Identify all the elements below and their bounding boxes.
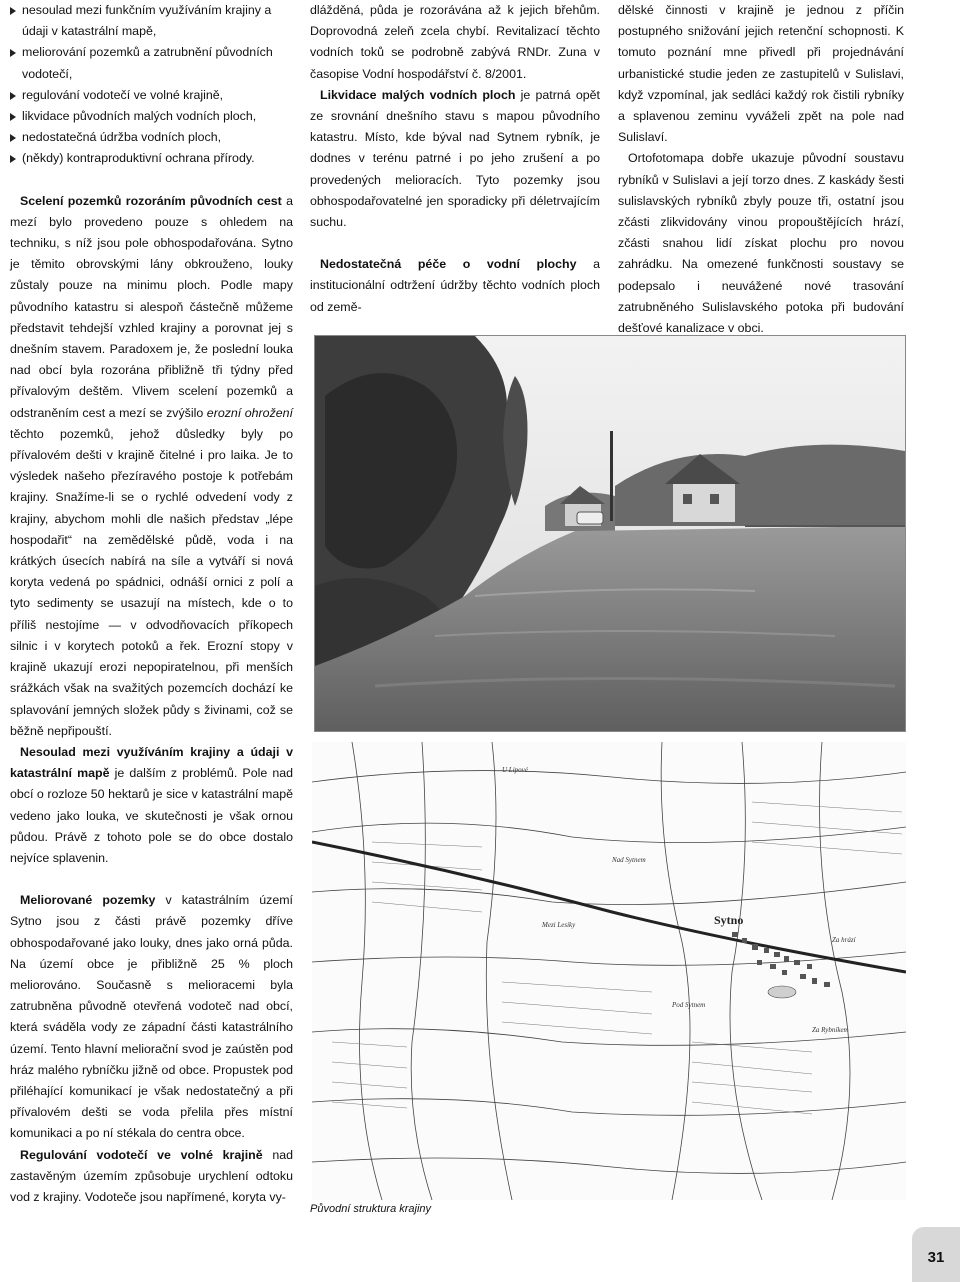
list-item: (někdy) kontraproduktivní ochrana přírody. (10, 148, 293, 169)
page-number: 31 (927, 1249, 945, 1266)
triangle-bullet-icon (10, 113, 16, 121)
paragraph-likvidace: Likvidace malých vodních ploch je patrná opět ze srovnání dnešního stavu s mapou původního katastru. Místo, kde býval nad Sytnem rybník, je dodnes v terénu patrné i po jeho zrušení a po provedených melioracích. Tyto pozemky jsou obhospodařovatelné jen sporadicky při déletrvajícím suchu. (310, 87, 600, 230)
flood-photo (314, 335, 906, 732)
paragraph-scelen: Scelení pozemků rozoráním původních cest a mezí bylo provedeno pouze s ohledem na techniku, s níž jsou pole obhospodařována. Sytno je těmito obrovskými lány obkrouženo, louky zůstaly pouze na minimu ploch. Podle mapy původního katastru si alespoň částečně můžeme představit tehdejší vzhled krajiny a porovnat jej s dnešním stavem. Paradoxem je, že poslední louka nad obcí byla rozorána přibližně tři týdny před přívalovým deštěm. Vlivem scelení pozemků a odstraněním cest a mezí se zvýšilo erozní ohrožení těchto pozemků, jehož důsledky byly po přívalovém dešti v krajině čitelné i pro laika. Je to výsledek našeho přezíravého postoje k potřebám krajiny. Snažíme-li se o rychlé odvedení vody z krajiny, abychom mohli dle našich představ „lépe hospodařit“ na zemědělské půdě, voda i na krátkých úsecích nabírá na síle a vytváří si nová koryta vedená po spádnici, odnáší ornici z polí a tyto sedimenty se usazují na místech, kde o to příliš nestojíme — v odvodňovacích příkopech silnic i v korytech potoků a řek. Erozní stopy v krajině ukazují erozi nepopiratelnou, při menších srážkách však na svažitých pozemcích dochází ke splavování jemných složek půdy s živinami, což se běžně nepřipouští. (10, 193, 293, 738)
triangle-bullet-icon (10, 134, 16, 142)
list-item: nesoulad mezi funkčním využíváním krajiny a údaji v katastrální mapě, (10, 0, 293, 42)
list-item: nedostatečná údržba vodních ploch, (10, 127, 293, 148)
paragraph-meliorovane: Meliorované pozemky v katastrálním území Sytno jsou z části právě pozemky dříve obhospodařované jako louky, dnes jako orná půda. Na území obce je přibližně 25 % ploch meliorováno. Současně s melioracemi byla zatrubněna původně otevřená vodoteč nad obcí, která sváděla vody ze západní části katastrálního území. Tento hlavní meliorační svod je zaústěn pod hráz malého rybníčku jižně od obce. Propustek pod přiléhající komunikací je však nedostatečný a při přívalovém dešti se voda přelila přes místní komunikaci a po ní stékala do centra obce. (10, 893, 294, 1141)
list-item: regulování vodotečí ve volné krajině, (10, 85, 293, 106)
list-item: likvidace původních malých vodních ploch, (10, 106, 293, 127)
column-2 (310, 0, 600, 318)
map-label: Za hrází (832, 936, 856, 944)
page-number-tab (912, 1227, 960, 1282)
triangle-bullet-icon (10, 155, 16, 163)
figure-caption: Původní struktura krajiny (310, 1203, 432, 1215)
flood-photo-image (315, 336, 905, 731)
paragraph-delske: dělské činnosti v krajině je jednou z příčin postupného snižování jejich retenční schopnosti. K tomuto poznání mne přivedl při projednávání urbanistické studie jeden ze zastupitelů v Sulislavi, když vzpomínal, jak sedláci každý rok čistili rybníky a splavenou zeminu vyváželi zpět na pole nad Sulislaví. (618, 3, 904, 145)
paragraph-nesoulad: Nesoulad mezi využíváním krajiny a údaji v katastrální mapě je dalším z problémů. Pole nad obcí o rozloze 50 hektarů je sice v katastrální mapě vedeno jako louka, ve skutečnosti je však ornou půdou. Právě z tohoto pole se do obce dostalo nejvíce splavenin. (10, 744, 294, 865)
triangle-bullet-icon (10, 7, 16, 15)
paragraph-pece: Nedostatečná péče o vodní plochy a institucionální odtržení údržby těchto vodních ploch od země- (310, 257, 600, 314)
map-label: Mezi Lesíky (542, 921, 576, 929)
cadastral-map (312, 742, 906, 1200)
list-item: meliorování pozemků a zatrubnění původních vodotečí, (10, 42, 293, 84)
map-label: Nad Sytnem (612, 856, 646, 864)
map-label: Pod Sytnem (672, 1001, 706, 1009)
map-label: U Lipové (502, 766, 528, 774)
paragraph-regulovani: Regulování vodotečí ve volné krajině nad zastavěným územím způsobuje urychlení odtoku vod z krajiny. Vodoteče jsou napřímené, koryta vy- (10, 1147, 293, 1204)
paragraph-ortofotomapa: Ortofotomapa dobře ukazuje původní soustavu rybníků v Sulislavi a její torzo dnes. Z kaskády šesti sulislavských rybníků zbyly pouze tři, ostatní jsou zčásti zlikvidovány vinou propouštějících hrází, zčásti snahou lidí získat plochu pro novou zahrádku. Na omezené funkčnosti soustavy se podepsalo i neuvážené nové trasování zatrubněného Sulislavského potoka při budování dešťové kanalizace v obci. (618, 151, 904, 336)
column-3 (618, 0, 904, 339)
triangle-bullet-icon (10, 49, 16, 57)
column-1 (10, 0, 293, 1208)
map-village-label: Sytno (714, 913, 744, 927)
problem-list (10, 0, 293, 170)
paragraph-dlazdena: dlážděná, půda je rozorávána až k jejich břehům. Doprovodná zeleň zcela chybí. Revitalizací těchto vodních toků se podrobně zabývá RNDr. Zuna v časopise Vodní hospodářství č. 8/2001. (310, 3, 600, 81)
triangle-bullet-icon (10, 92, 16, 100)
map-label: Za Rybníkem (812, 1026, 849, 1034)
cadastral-map-drawing (312, 742, 906, 1200)
